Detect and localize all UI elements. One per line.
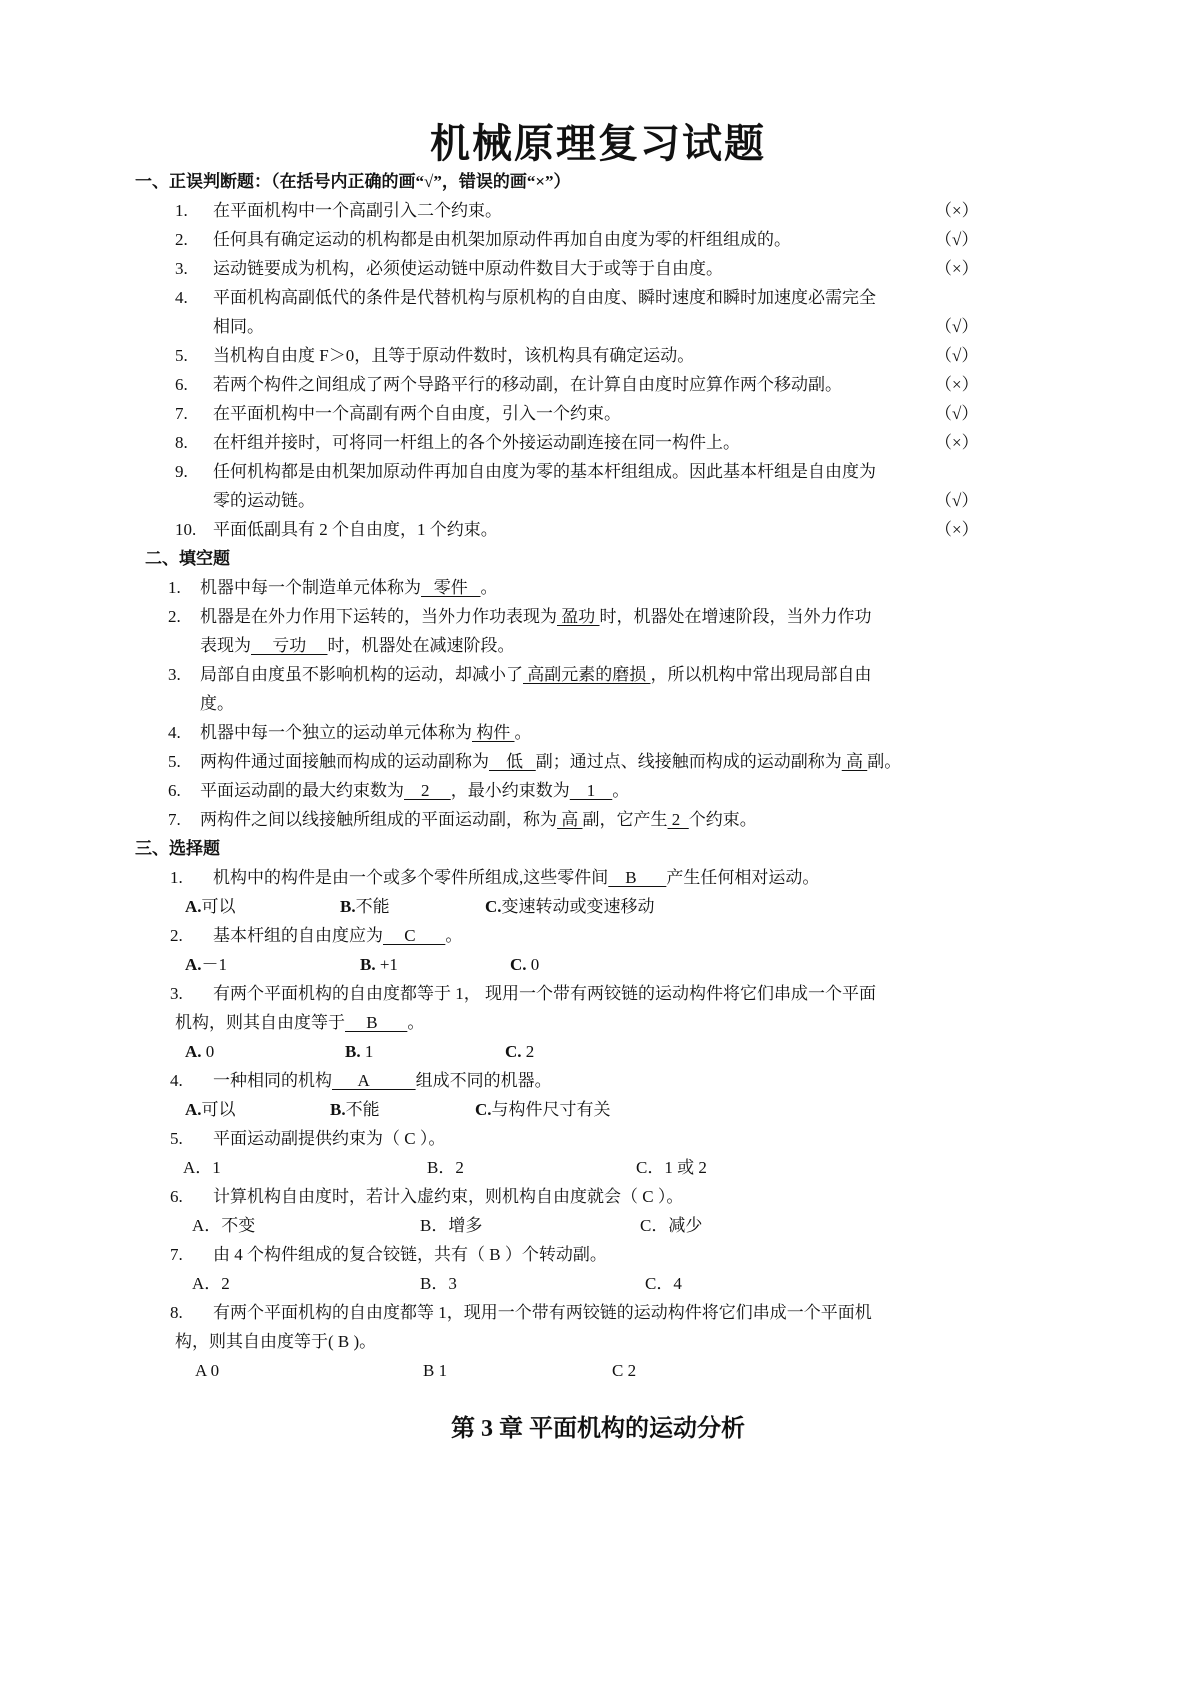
answer-mark: （×） (935, 201, 979, 220)
text-segment: 机器中每一个制造单元体称为 (200, 578, 421, 597)
option-text: 0 (201, 1042, 215, 1061)
text-segment: 两构件通过面接触而构成的运动副称为 (200, 752, 489, 771)
question-number: 9. (175, 462, 188, 481)
question-line (168, 660, 872, 689)
text-segment: 有两个平面机构的自由度都等 1，现用一个带有两铰链的运动构件将它们串成一个平面机 (213, 1303, 872, 1322)
option-a (185, 950, 227, 979)
question-number: 4. (175, 288, 188, 307)
option-key: B. (340, 897, 356, 916)
option-text: 0 (526, 955, 540, 974)
option-text: 1 (360, 1042, 374, 1061)
question-text: 任何具有确定运动的机构都是由机架加原动件再加自由度为零的杆组组成的。 (213, 230, 791, 249)
question-text: 平面低副具有 2 个自由度，1 个约束。 (213, 520, 498, 539)
question-number: 8. (175, 433, 188, 452)
option-text: 1 (212, 1158, 221, 1177)
option-key: B． (420, 1274, 449, 1293)
option-c (640, 1211, 702, 1240)
option-c (612, 1356, 636, 1385)
option-key: B． (420, 1216, 449, 1235)
question-number: 1. (168, 578, 181, 597)
question-line (170, 1298, 872, 1327)
answer-blank: 1 (569, 781, 613, 800)
answer-blank: B (345, 1013, 408, 1032)
question-number: 8. (170, 1303, 183, 1322)
question-number: 3. (175, 259, 188, 278)
answer-blank: 2 (404, 781, 451, 800)
question-number: 4. (168, 723, 181, 742)
question-line (175, 428, 979, 457)
text-segment: 基本杆组的自由度应为 (213, 926, 383, 945)
text-segment: 。 (480, 578, 498, 597)
option-key: A. (185, 1100, 202, 1119)
section-heading-true-false: 一、正误判断题：（在括号内正确的画“√”，错误的画“×”） (135, 172, 571, 191)
text-segment: 机器是在外力作用下运转的，当外力作功表现为 (200, 607, 557, 626)
question-number: 2. (170, 926, 183, 945)
option-key: C． (636, 1158, 665, 1177)
question-line (213, 486, 979, 515)
answer-blank: 高副元素的磨损 (523, 665, 651, 684)
option-b (420, 1269, 457, 1298)
option-b (360, 950, 398, 979)
option-key: A． (192, 1274, 222, 1293)
question-text: 若两个构件之间组成了两个导路平行的移动副，在计算自由度时应算作两个移动副。 (213, 375, 842, 394)
text-segment: 个约束。 (688, 810, 757, 829)
option-b (427, 1153, 464, 1182)
option-key: C. (485, 897, 502, 916)
option-text: 与构件尺寸有关 (491, 1100, 611, 1119)
option-key: A (195, 1361, 207, 1380)
question-number: 4. (170, 1071, 183, 1090)
question-line (175, 399, 979, 428)
text-segment: ，所以机构中常出现局部自由 (650, 665, 872, 684)
option-text: 4 (673, 1274, 682, 1293)
option-text: 1 (434, 1361, 448, 1380)
answer-blank: 盈功 (557, 607, 600, 626)
text-segment: 副；通过点、线接触而构成的运动副称为 (535, 752, 842, 771)
answer-blank: 亏功 (251, 636, 328, 655)
option-key: B (423, 1361, 435, 1380)
question-number: 7. (175, 404, 188, 423)
question-number: 6. (170, 1187, 183, 1206)
option-key: B. (330, 1100, 346, 1119)
answer-mark: （√） (935, 346, 979, 365)
option-key: C． (640, 1216, 669, 1235)
question-line (170, 979, 876, 1008)
option-text: 增多 (448, 1216, 483, 1235)
question-number: 7. (168, 810, 181, 829)
question-line (170, 921, 463, 950)
option-key: A. (185, 1042, 202, 1061)
option-text: 2 (521, 1042, 535, 1061)
question-number: 6. (175, 375, 188, 394)
question-number: 2. (168, 607, 181, 626)
answer-mark: （√） (935, 491, 979, 510)
section-heading-multiple-choice: 三、选择题 (135, 839, 220, 858)
option-text: 减少 (668, 1216, 703, 1235)
text-segment: 时，机器处在增速阶段，当外力作功 (599, 607, 872, 626)
question-number: 1. (170, 868, 183, 887)
text-segment: 由 4 个构件组成的复合铰链，共有（ B ）个转动副。 (213, 1245, 607, 1264)
option-key: B. (360, 955, 376, 974)
page-title: 机械原理复习试题 (430, 121, 766, 166)
option-key: C. (475, 1100, 492, 1119)
option-a (195, 1356, 219, 1385)
answer-mark: （×） (935, 259, 979, 278)
question-line (200, 689, 234, 718)
option-b (345, 1037, 373, 1066)
option-key: A. (185, 897, 202, 916)
option-c (636, 1153, 707, 1182)
text-segment: 机构中的构件是由一个或多个零件所组成,这些零件间 (213, 868, 609, 887)
option-text: 2 (623, 1361, 637, 1380)
question-number: 10. (175, 520, 197, 539)
question-line (175, 225, 979, 254)
text-segment: 表现为 (200, 636, 251, 655)
question-number: 5. (168, 752, 181, 771)
answer-mark: （√） (935, 230, 979, 249)
question-line (175, 283, 876, 312)
question-line (175, 341, 979, 370)
option-text: 不变 (221, 1216, 256, 1235)
text-segment: 产生任何相对运动。 (666, 868, 820, 887)
option-key: A． (183, 1158, 213, 1177)
text-segment: 。 (612, 781, 630, 800)
question-line (170, 1066, 552, 1095)
question-line (175, 1008, 424, 1037)
answer-mark: （×） (935, 375, 979, 394)
question-line (175, 457, 876, 486)
question-line (170, 1240, 607, 1269)
option-key: C． (645, 1274, 674, 1293)
option-text: 0 (206, 1361, 220, 1380)
question-line (200, 631, 515, 660)
answer-mark: （√） (935, 404, 979, 423)
question-line (175, 1327, 376, 1356)
question-number: 3. (168, 665, 181, 684)
question-line (175, 515, 979, 544)
question-line (170, 1182, 684, 1211)
question-line (175, 254, 979, 283)
question-text: 平面机构高副低代的条件是代替机构与原机构的自由度、瞬时速度和瞬时加速度必需完全 (213, 288, 876, 307)
option-text: +1 (375, 955, 398, 974)
option-key: C. (505, 1042, 522, 1061)
answer-blank: 高 (841, 752, 868, 771)
question-line (168, 718, 532, 747)
question-line (168, 602, 872, 631)
option-c (485, 892, 655, 921)
text-segment: 时，机器处在减速阶段。 (327, 636, 515, 655)
answer-mark: （×） (935, 433, 979, 452)
text-segment: 一种相同的机构 (213, 1071, 332, 1090)
question-text: 在平面机构中一个高副引入二个约束。 (213, 201, 502, 220)
question-text: 在平面机构中一个高副有两个自由度，引入一个约束。 (213, 404, 621, 423)
option-text: 不能 (355, 897, 390, 916)
option-b (340, 892, 390, 921)
text-segment: 平面运动副的最大约束数为 (200, 781, 404, 800)
answer-blank: A (332, 1071, 416, 1090)
option-b (420, 1211, 482, 1240)
question-text: 零的运动链。 (213, 491, 315, 510)
text-segment: 机构，则其自由度等于 (175, 1013, 345, 1032)
answer-blank: 2 (667, 810, 689, 829)
question-line (170, 863, 820, 892)
question-text: 运动链要成为机构，必须使运动链中原动件数目大于或等于自由度。 (213, 259, 723, 278)
option-a (185, 1095, 236, 1124)
option-b (330, 1095, 380, 1124)
option-c (510, 950, 539, 979)
answer-blank: 高 (557, 810, 583, 829)
option-text: 2 (455, 1158, 464, 1177)
option-key: C. (510, 955, 527, 974)
question-text: 当机构自由度 F＞0，且等于原动件数时，该机构具有确定运动。 (213, 346, 695, 365)
text-segment: 。 (445, 926, 463, 945)
answer-mark: （×） (935, 520, 979, 539)
option-c (645, 1269, 682, 1298)
option-c (505, 1037, 534, 1066)
option-a (185, 1037, 214, 1066)
text-segment: 机器中每一个独立的运动单元体称为 (200, 723, 472, 742)
option-key: A． (192, 1216, 222, 1235)
question-line (170, 1124, 446, 1153)
option-text: 变速转动或变速移动 (501, 897, 655, 916)
text-segment: 有两个平面机构的自由度都等于 1， 现用一个带有两铰链的运动构件将它们串成一个平面 (213, 984, 876, 1003)
question-line (175, 370, 979, 399)
question-number: 5. (175, 346, 188, 365)
question-line (213, 312, 979, 341)
question-number: 1. (175, 201, 188, 220)
text-segment: 副，它产生 (582, 810, 668, 829)
answer-blank: 低 (489, 752, 536, 771)
question-text: 在杆组并接时，可将同一杆组上的各个外接运动副连接在同一构件上。 (213, 433, 740, 452)
option-b (423, 1356, 447, 1385)
text-segment: 。 (514, 723, 532, 742)
answer-blank: 构件 (472, 723, 515, 742)
option-text: 3 (448, 1274, 457, 1293)
option-text: 2 (221, 1274, 230, 1293)
text-segment: 两构件之间以线接触所组成的平面运动副，称为 (200, 810, 557, 829)
answer-mark: （√） (935, 317, 979, 336)
question-number: 3. (170, 984, 183, 1003)
option-a (185, 892, 236, 921)
text-segment: 。 (407, 1013, 425, 1032)
text-segment: 计算机构自由度时，若计入虚约束，则机构自由度就会（ C ）。 (213, 1187, 684, 1206)
question-line (168, 573, 498, 602)
question-number: 6. (168, 781, 181, 800)
answer-blank: C (383, 926, 446, 945)
question-number: 5. (170, 1129, 183, 1148)
option-key: C (612, 1361, 624, 1380)
option-text: 不能 (345, 1100, 380, 1119)
chapter-heading: 第 3 章 平面机构的运动分析 (451, 1416, 745, 1442)
question-line (168, 776, 630, 805)
option-text: 可以 (201, 1100, 236, 1119)
text-segment: ，最小约束数为 (450, 781, 570, 800)
question-line (168, 747, 902, 776)
question-line (168, 805, 757, 834)
option-text: －1 (201, 955, 228, 974)
question-line (175, 196, 979, 225)
text-segment: 构，则其自由度等于( B )。 (175, 1332, 377, 1351)
option-key: B． (427, 1158, 456, 1177)
section-heading-fill-blank: 二、填空题 (145, 549, 230, 568)
option-text: 可以 (201, 897, 236, 916)
text-segment: 副。 (867, 752, 902, 771)
text-segment: 平面运动副提供约束为（ C ）。 (213, 1129, 446, 1148)
option-text: 1 或 2 (664, 1158, 707, 1177)
answer-blank: 零件 (421, 578, 481, 597)
option-a (183, 1153, 221, 1182)
text-segment: 组成不同的机器。 (415, 1071, 552, 1090)
text-segment: 局部自由度虽不影响机构的运动，却减小了 (200, 665, 523, 684)
option-a (192, 1211, 255, 1240)
text-segment: 度。 (200, 694, 234, 713)
question-number: 7. (170, 1245, 183, 1264)
option-c (475, 1095, 611, 1124)
option-a (192, 1269, 230, 1298)
question-text: 相同。 (213, 317, 264, 336)
option-key: B. (345, 1042, 361, 1061)
question-text: 任何机构都是由机架加原动件再加自由度为零的基本杆组组成。因此基本杆组是自由度为 (213, 462, 876, 481)
question-number: 2. (175, 230, 188, 249)
option-key: A. (185, 955, 202, 974)
answer-blank: B (608, 868, 667, 887)
